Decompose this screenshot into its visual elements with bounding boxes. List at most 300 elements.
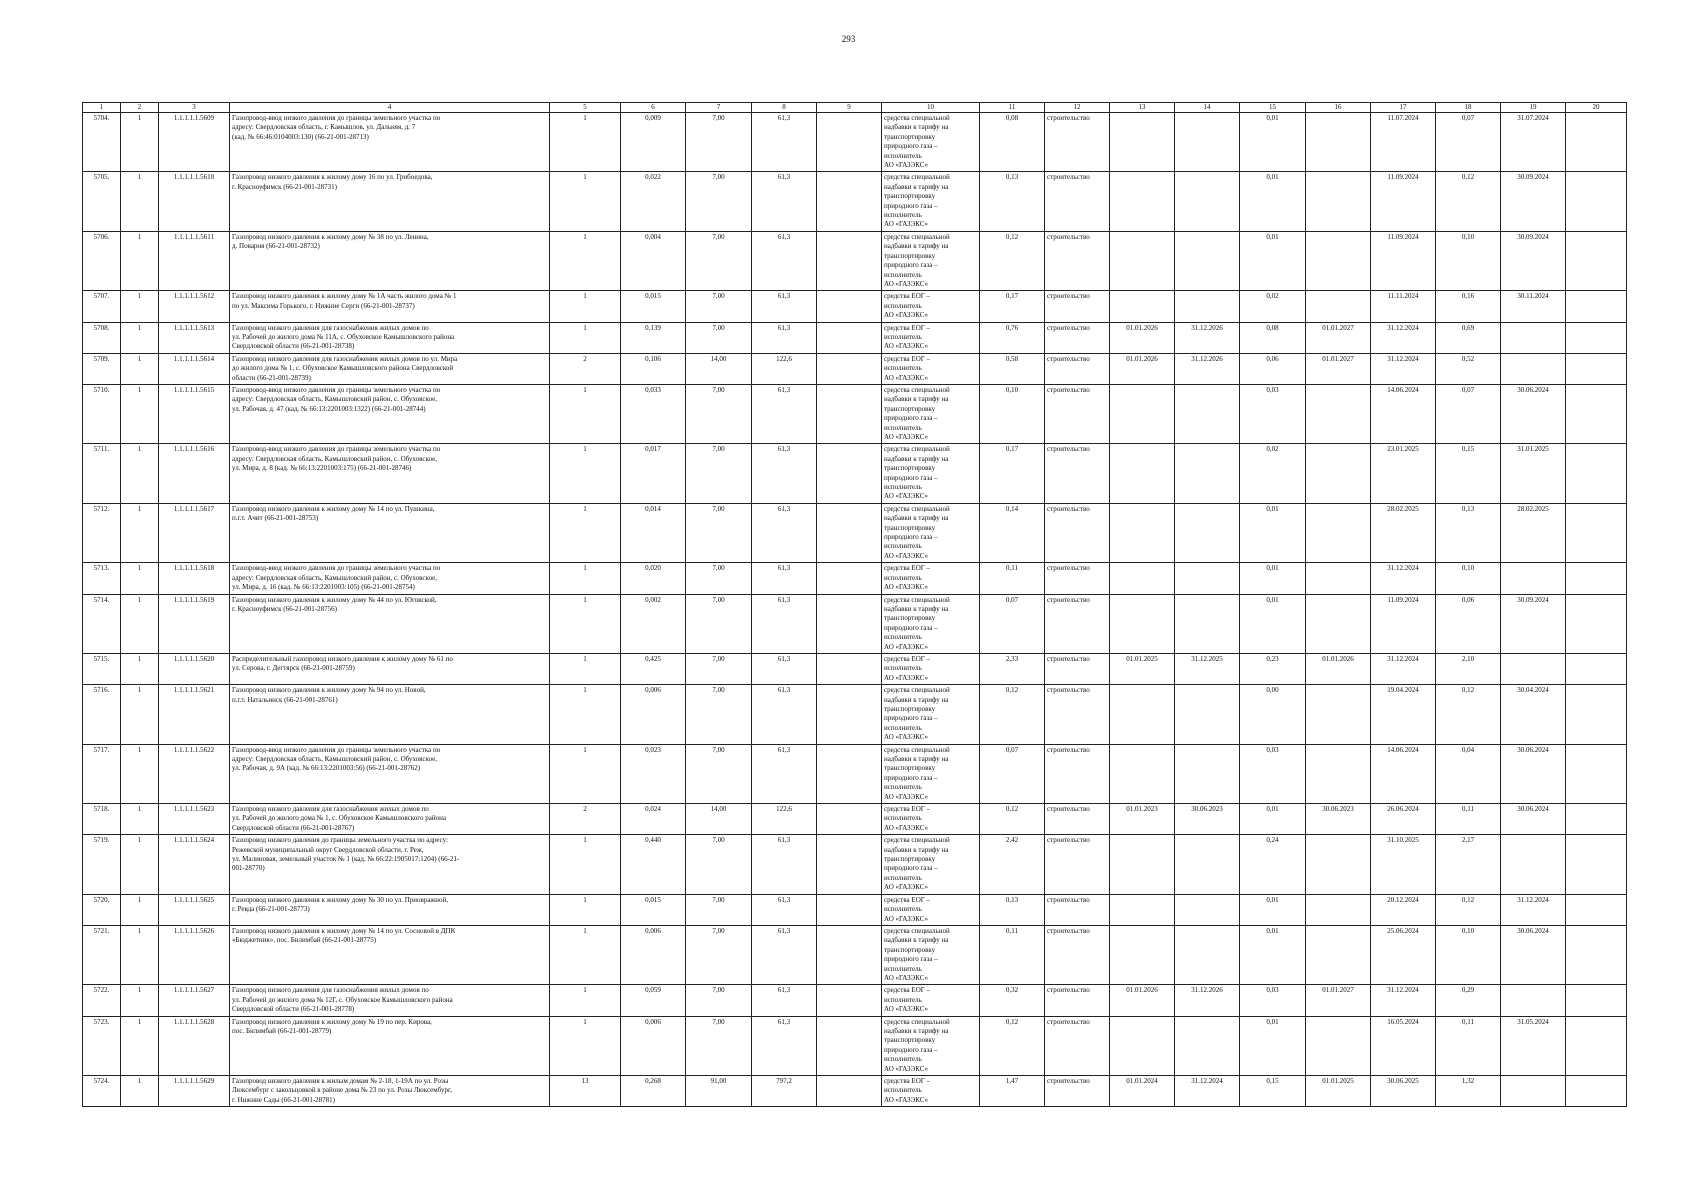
table-cell: 0,268 [621,1076,686,1107]
table-cell: 0,12 [980,685,1045,744]
table-cell [1566,172,1627,231]
table-cell [1306,594,1371,653]
table-cell [817,563,882,594]
table-cell: 0,139 [621,322,686,353]
table-cell: строительство [1045,113,1110,172]
table-row [83,685,1627,744]
table-cell: 0,059 [621,985,686,1016]
register-table [82,102,1627,1107]
table-cell: 0,58 [980,353,1045,384]
table-cell: 0,04 [1436,744,1501,803]
table-cell: 0,06 [1240,353,1306,384]
table-cell: Газопровод-ввод низкого давления до границы земельного участка по адресу: Свердловская область, Камышловский район, с. Обуховское, ул. Мира, д. 16 (кад. № 66:13:2201003:105) (66-21-001-28754) [230,563,550,594]
table-cell [1566,685,1627,744]
table-cell: 0,01 [1240,563,1306,594]
table-cell: 31.05.2024 [1501,1016,1566,1075]
table-cell: строительство [1045,172,1110,231]
table-cell: 61,3 [752,384,817,443]
table-cell [1110,444,1175,503]
table-cell: 0,06 [1436,594,1501,653]
table-cell [1175,744,1240,803]
column-header: 7 [686,103,752,113]
table-cell [1501,353,1566,384]
table-cell: 0,02 [1240,291,1306,322]
table-cell: 1 [550,384,621,443]
table-cell: 7,00 [686,444,752,503]
table-row [83,291,1627,322]
table-cell [1566,925,1627,984]
table-cell: 5706. [83,231,121,290]
table-cell: 11.09.2024 [1371,172,1436,231]
table-cell: строительство [1045,503,1110,562]
table-cell: 31.12.2024 [1371,563,1436,594]
table-cell: 61,3 [752,322,817,353]
table-cell: 25.06.2024 [1371,925,1436,984]
table-cell: Газопровод низкого давления к жилому дому № 44 по ул. Юговской, г. Красноуфимск (66-21-001-28756) [230,594,550,653]
table-cell: 0,07 [980,744,1045,803]
table-row [83,1016,1627,1075]
table-cell: 1.1.1.1.1.5627 [159,985,230,1016]
table-cell [1306,113,1371,172]
table-cell: 30.09.2024 [1501,172,1566,231]
table-cell: строительство [1045,1076,1110,1107]
table-cell: 1.1.1.1.1.5617 [159,503,230,562]
column-header: 5 [550,103,621,113]
table-cell: 11.09.2024 [1371,594,1436,653]
table-cell [1566,444,1627,503]
table-cell: 01.01.2026 [1110,985,1175,1016]
table-cell: 0,24 [1240,835,1306,894]
table-cell: строительство [1045,444,1110,503]
table-cell: 0,03 [1240,744,1306,803]
table-cell: средства специальной надбавки к тарифу на транспортировку природного газа – исполнитель АО «ГАЗЭКС» [882,835,980,894]
table-cell [1566,653,1627,684]
table-cell: строительство [1045,653,1110,684]
table-cell [1566,503,1627,562]
table-cell [817,744,882,803]
column-header: 14 [1175,103,1240,113]
table-cell: Газопровод низкого давления к жилому дому № 30 по ул. Приовражной, г. Ревда (66-21-001-28773) [230,894,550,925]
table-cell: 1.1.1.1.1.5609 [159,113,230,172]
table-cell: средства ЕОГ – исполнитель АО «ГАЗЭКС» [882,804,980,835]
table-cell [1306,384,1371,443]
table-cell: 28.02.2025 [1371,503,1436,562]
table-cell: 1.1.1.1.1.5625 [159,894,230,925]
table-cell [1566,384,1627,443]
table-cell [1501,985,1566,1016]
table-cell: 7,00 [686,1016,752,1075]
table-cell: 31.12.2024 [1501,894,1566,925]
table-cell [1110,744,1175,803]
table-cell [817,503,882,562]
table-row [83,804,1627,835]
table-cell: 0,023 [621,744,686,803]
table-cell [1566,1076,1627,1107]
table-row [83,113,1627,172]
table-cell: Газопровод низкого давления к жилому дому № 38 по ул. Ленина, д. Поварня (66-21-001-28732) [230,231,550,290]
table-cell [1175,444,1240,503]
table-cell: 0,006 [621,925,686,984]
table-row [83,1076,1627,1107]
table-cell: 0,23 [1240,653,1306,684]
table-cell: 0,03 [1240,985,1306,1016]
table-cell: 30.06.2024 [1501,384,1566,443]
table-cell: 0,01 [1240,113,1306,172]
table-cell: 0,12 [1436,894,1501,925]
table-cell: 5721. [83,925,121,984]
table-cell: 1.1.1.1.1.5611 [159,231,230,290]
table-cell: Газопровод низкого давления для газоснабжения жилых домов по ул. Мира до жилого дома № 1, с. Обуховское Камышловского района Свердловской области (66-21-001-28739) [230,353,550,384]
column-header: 15 [1240,103,1306,113]
table-cell: 7,00 [686,744,752,803]
table-cell: 0,10 [980,384,1045,443]
table-cell: 1 [121,594,159,653]
table-cell: 61,3 [752,925,817,984]
column-header: 4 [230,103,550,113]
table-cell: 30.06.2024 [1501,744,1566,803]
table-cell: 31.10.2025 [1371,835,1436,894]
table-cell [817,594,882,653]
table-cell: 0,015 [621,894,686,925]
table-cell: 7,00 [686,894,752,925]
table-cell: 0,32 [980,985,1045,1016]
column-header: 1 [83,103,121,113]
column-header: 19 [1501,103,1566,113]
table-cell: 31.12.2024 [1175,1076,1240,1107]
table-cell [1501,563,1566,594]
table-cell: 0,16 [1436,291,1501,322]
table-cell: 0,03 [1240,384,1306,443]
table-cell [1175,1016,1240,1075]
table-cell: средства ЕОГ – исполнитель АО «ГАЗЭКС» [882,1076,980,1107]
table-cell: 0,76 [980,322,1045,353]
table-cell: 0,01 [1240,594,1306,653]
table-cell: средства специальной надбавки к тарифу на транспортировку природного газа – исполнитель АО «ГАЗЭКС» [882,444,980,503]
table-cell [1306,444,1371,503]
table-cell: 61,3 [752,231,817,290]
table-cell: 0,015 [621,291,686,322]
table-cell: 7,00 [686,113,752,172]
table-cell [1110,384,1175,443]
table-cell: 5708. [83,322,121,353]
table-cell [817,653,882,684]
table-cell: 11.11.2024 [1371,291,1436,322]
table-row [83,744,1627,803]
table-cell [1306,1016,1371,1075]
table-cell: 1 [550,685,621,744]
table-cell: 01.01.2025 [1110,653,1175,684]
table-cell: 1 [550,322,621,353]
column-header: 13 [1110,103,1175,113]
table-cell: 5717. [83,744,121,803]
table-cell: 0,10 [1436,231,1501,290]
table-cell [1110,685,1175,744]
table-cell [1175,894,1240,925]
table-cell: 1.1.1.1.1.5618 [159,563,230,594]
table-cell: 1 [121,231,159,290]
table-cell: 0,11 [1436,1016,1501,1075]
table-cell: 1.1.1.1.1.5612 [159,291,230,322]
table-cell: 5719. [83,835,121,894]
table-cell: 31.01.2025 [1501,444,1566,503]
table-cell: средства специальной надбавки к тарифу на транспортировку природного газа – исполнитель АО «ГАЗЭКС» [882,231,980,290]
table-cell: 61,3 [752,653,817,684]
table-cell [1306,172,1371,231]
table-cell: 0,01 [1240,804,1306,835]
table-cell: 1 [550,925,621,984]
table-cell: средства специальной надбавки к тарифу на транспортировку природного газа – исполнитель АО «ГАЗЭКС» [882,113,980,172]
table-cell: 1.1.1.1.1.5616 [159,444,230,503]
table-cell: 0,13 [980,894,1045,925]
table-cell: 0,52 [1436,353,1501,384]
table-cell: 1 [550,653,621,684]
table-cell: 1 [121,503,159,562]
table-cell: 0,07 [1436,113,1501,172]
table-cell: Газопровод низкого давления к жилому дому № 19 по пер. Кирова, пос. Билимбай (66-21-001-28779) [230,1016,550,1075]
table-cell: средства специальной надбавки к тарифу на транспортировку природного газа – исполнитель АО «ГАЗЭКС» [882,594,980,653]
table-cell: 5705. [83,172,121,231]
table-cell [1566,113,1627,172]
table-cell [1175,231,1240,290]
table-cell: 5709. [83,353,121,384]
column-header: 8 [752,103,817,113]
table-cell [1175,563,1240,594]
table-row [83,172,1627,231]
table-cell: 0,01 [1240,925,1306,984]
table-cell: 1 [550,172,621,231]
table-row [83,894,1627,925]
table-cell [1110,835,1175,894]
table-cell: 5704. [83,113,121,172]
table-cell: 30.06.2023 [1306,804,1371,835]
table-cell [1566,985,1627,1016]
table-cell: 30.09.2024 [1501,231,1566,290]
table-cell [817,291,882,322]
table-cell: Газопровод низкого давления для газоснабжения жилых домов по ул. Рабочей до жилого дома № 1, с. Обуховское Камышловского района Свердловской области (66-21-001-28767) [230,804,550,835]
table-cell [1110,563,1175,594]
table-cell: 30.04.2024 [1501,685,1566,744]
table-row [83,653,1627,684]
table-cell: 61,3 [752,685,817,744]
table-cell [1306,563,1371,594]
table-cell: 1.1.1.1.1.5621 [159,685,230,744]
table-cell: 1 [121,291,159,322]
table-cell: 0,006 [621,685,686,744]
table-cell: Газопровод низкого давления до границы земельного участка по адресу: Режевской муниципальный округ Свердловской области, г. Реж, ул. Малиновая, земельный участок № 1 (кад. № 66:22:1905017:1204) (66-21- 001-28770) [230,835,550,894]
table-cell [1175,685,1240,744]
table-cell: 1 [121,563,159,594]
table-cell [817,685,882,744]
table-cell: строительство [1045,353,1110,384]
table-cell [1110,894,1175,925]
table-cell: средства специальной надбавки к тарифу на транспортировку природного газа – исполнитель АО «ГАЗЭКС» [882,384,980,443]
table-cell: 1 [121,1016,159,1075]
table-cell: 0,020 [621,563,686,594]
table-cell: Газопровод низкого давления к жилому дому № 14 по ул. Пушкина, п.г.т. Ачит (66-21-001-28753) [230,503,550,562]
table-cell: 0,440 [621,835,686,894]
table-row [83,563,1627,594]
table-cell: 61,3 [752,835,817,894]
table-row [83,322,1627,353]
table-cell: 1 [550,444,621,503]
table-cell [817,804,882,835]
table-cell: 61,3 [752,594,817,653]
table-cell: 5723. [83,1016,121,1075]
table-cell: строительство [1045,804,1110,835]
table-cell: 01.01.2027 [1306,353,1371,384]
table-cell: 31.12.2024 [1371,653,1436,684]
table-cell: 30.11.2024 [1501,291,1566,322]
table-cell: 0,17 [980,291,1045,322]
table-cell: 0,11 [980,563,1045,594]
table-cell [1501,653,1566,684]
table-cell [1306,744,1371,803]
table-row [83,835,1627,894]
table-cell: 0,11 [980,925,1045,984]
table-cell: 0,033 [621,384,686,443]
table-cell: 0,13 [1436,503,1501,562]
table-cell: Газопровод низкого давления к жилым домам № 2-18, 1-19А по ул. Розы Люксембург с закольцовкой в районе дома № 23 по ул. Розы Люксембург, г. Нижние Сады (66-21-001-28781) [230,1076,550,1107]
table-cell: средства специальной надбавки к тарифу на транспортировку природного газа – исполнитель АО «ГАЗЭКС» [882,1016,980,1075]
table-cell [817,985,882,1016]
page-number: 293 [841,34,856,44]
table-cell [817,835,882,894]
table-cell: 1.1.1.1.1.5619 [159,594,230,653]
table-cell: 0,07 [1436,384,1501,443]
table-cell: 5710. [83,384,121,443]
table-cell: 01.01.2024 [1110,1076,1175,1107]
table-cell: 01.01.2027 [1306,322,1371,353]
table-cell: 0,17 [980,444,1045,503]
table-cell: 31.12.2026 [1175,353,1240,384]
table-cell: 0,106 [621,353,686,384]
table-cell: 7,00 [686,835,752,894]
table-cell: 61,3 [752,985,817,1016]
table-row [83,594,1627,653]
table-cell [1566,291,1627,322]
table-row [83,353,1627,384]
table-cell: 28.02.2025 [1501,503,1566,562]
table-cell: 7,00 [686,925,752,984]
table-cell: 0,12 [980,804,1045,835]
table-row [83,384,1627,443]
table-cell [1566,1016,1627,1075]
table-cell: 2,10 [1436,653,1501,684]
table-cell: строительство [1045,384,1110,443]
table-cell: 0,08 [1240,322,1306,353]
table-cell: строительство [1045,563,1110,594]
table-cell: 5707. [83,291,121,322]
table-cell: 31.12.2026 [1175,322,1240,353]
table-cell: 5712. [83,503,121,562]
table-cell: 61,3 [752,1016,817,1075]
table-cell: 1.1.1.1.1.5628 [159,1016,230,1075]
table-cell [1566,804,1627,835]
table-cell [817,113,882,172]
table-cell: 2,33 [980,653,1045,684]
table-cell: 61,3 [752,503,817,562]
table-cell: 2,17 [1436,835,1501,894]
table-cell: 2,42 [980,835,1045,894]
table-cell: 1 [121,322,159,353]
table-cell [1501,1076,1566,1107]
table-cell: 1.1.1.1.1.5624 [159,835,230,894]
table-cell: 14,00 [686,353,752,384]
table-cell: 5724. [83,1076,121,1107]
table-cell: 7,00 [686,291,752,322]
table-cell: 5716. [83,685,121,744]
table-cell: 1.1.1.1.1.5626 [159,925,230,984]
table-cell: 7,00 [686,563,752,594]
table-cell: 1 [550,503,621,562]
table-cell: 1.1.1.1.1.5622 [159,744,230,803]
table-cell: 1 [550,291,621,322]
table-cell: Газопровод-ввод низкого давления до границы земельного участка по адресу: Свердловская область, Камышловский район, с. Обуховское, ул. Рабочая, д. 47 (кад. № 66:13:2201003:1322) (66-21-001-28744) [230,384,550,443]
table-cell: 61,3 [752,894,817,925]
table-cell: 5714. [83,594,121,653]
table-cell: 0,10 [1436,563,1501,594]
table-cell: 1 [550,231,621,290]
table-cell: Газопровод низкого давления для газоснабжения жилых домов по ул. Рабочей до жилого дома № 11А, с. Обуховское Камышловского района Свердловской области (66-21-001-28738) [230,322,550,353]
table-cell: 14,00 [686,804,752,835]
table-cell: 01.01.2026 [1110,322,1175,353]
table-cell: 1 [121,925,159,984]
table-cell: 0,006 [621,1016,686,1075]
table-cell: 7,00 [686,594,752,653]
table-cell [1566,322,1627,353]
table-cell: строительство [1045,1016,1110,1075]
table-cell [1110,1016,1175,1075]
table-row [83,444,1627,503]
table-cell: Газопровод-ввод низкого давления до границы земельного участка по адресу: Свердловская область, г. Камышлов, ул. Дальняя, д. 7 (кад. № 66:46:0104003:130) (66-21-001-28713) [230,113,550,172]
table-cell [1566,835,1627,894]
table-cell: 1 [550,894,621,925]
table-cell: 1 [121,653,159,684]
table-cell [817,322,882,353]
table-cell: средства ЕОГ – исполнитель АО «ГАЗЭКС» [882,563,980,594]
table-cell: Распределительный газопровод низкого давления к жилому дому № 61 по ул. Серова, г. Дегтярск (66-21-001-28759) [230,653,550,684]
header-row [83,103,1627,113]
column-header: 11 [980,103,1045,113]
table-cell: 0,69 [1436,322,1501,353]
table-cell: 0,01 [1240,503,1306,562]
table-cell: 7,00 [686,322,752,353]
table-cell: Газопровод низкого давления к жилому дому 16 по ул. Грибоедова, г. Красноуфимск (66-21-001-28731) [230,172,550,231]
table-cell: 01.01.2025 [1306,1076,1371,1107]
table-cell [1306,231,1371,290]
table-cell [817,444,882,503]
table-cell: 1 [121,804,159,835]
table-cell: 31.12.2024 [1371,322,1436,353]
column-header: 16 [1306,103,1371,113]
table-row [83,925,1627,984]
table-cell [1110,594,1175,653]
table-cell: средства специальной надбавки к тарифу на транспортировку природного газа – исполнитель АО «ГАЗЭКС» [882,925,980,984]
table-cell: 0,01 [1240,1016,1306,1075]
table-cell: 0,12 [1436,172,1501,231]
table-cell [817,894,882,925]
table-cell: средства ЕОГ – исполнитель АО «ГАЗЭКС» [882,291,980,322]
table-cell: 19.04.2024 [1371,685,1436,744]
table-cell: 0,12 [1436,685,1501,744]
table-cell: 1,32 [1436,1076,1501,1107]
table-cell [1566,594,1627,653]
table-cell: Газопровод низкого давления к жилому дому № 1А часть жилого дома № 1 по ул. Максима Горького, г. Нижние Серги (66-21-001-28737) [230,291,550,322]
column-header: 20 [1566,103,1627,113]
table-cell: 5711. [83,444,121,503]
table-cell: Газопровод низкого давления к жилому дому № 14 по ул. Сосновой в ДПК «Бюджетник», пос. Билимбай (66-21-001-28775) [230,925,550,984]
table-cell: 20.12.2024 [1371,894,1436,925]
